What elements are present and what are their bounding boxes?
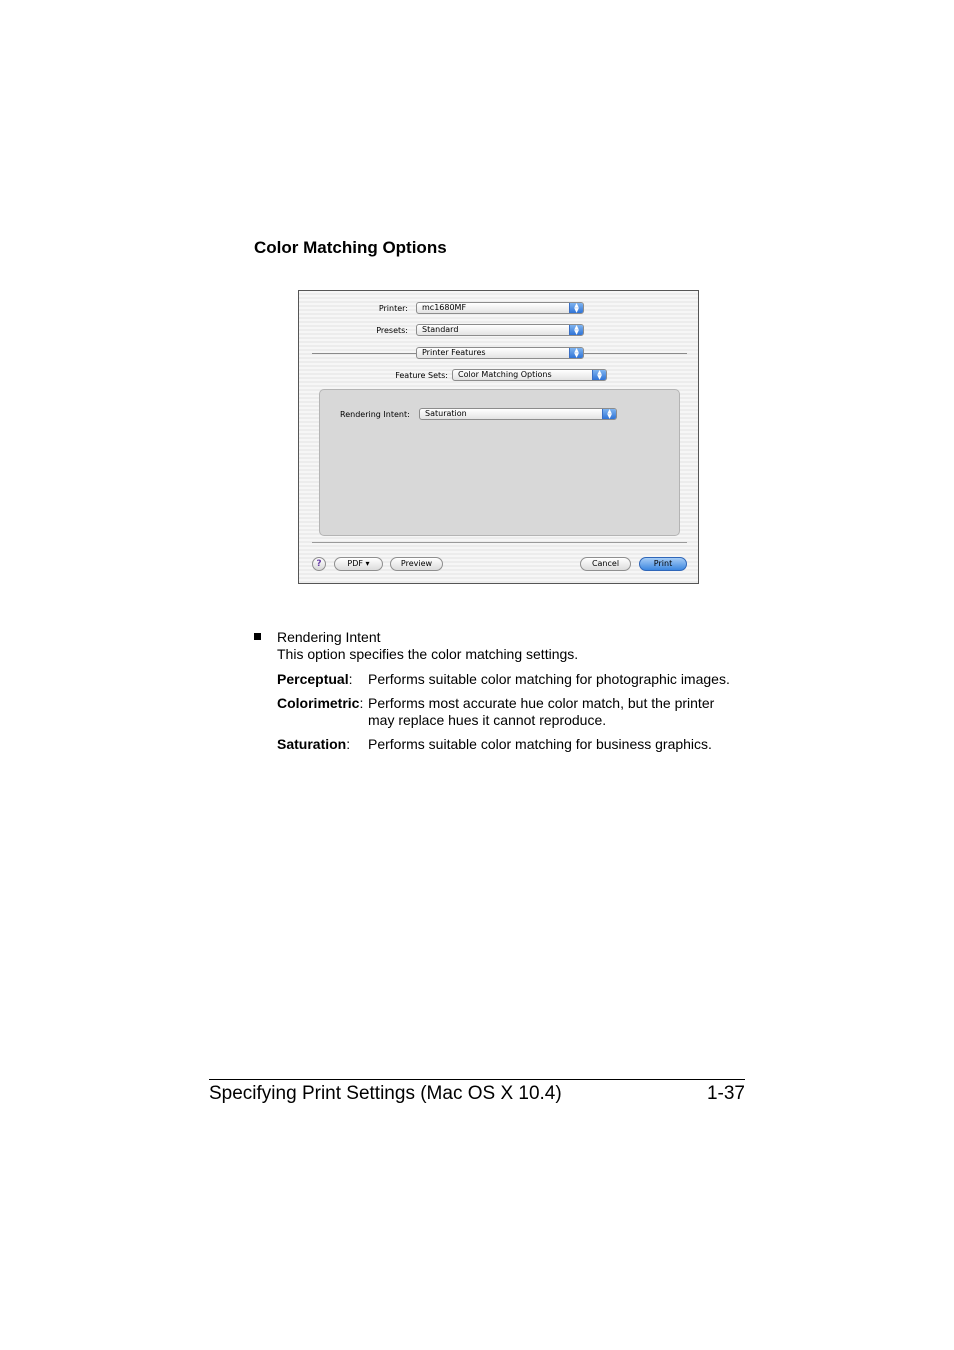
help-button[interactable]: ?: [312, 557, 326, 571]
popup-arrows-icon: ▲ ▼: [569, 303, 583, 313]
options-panel: [319, 389, 680, 536]
separator: [312, 353, 416, 354]
print-button[interactable]: Print: [639, 557, 687, 571]
feature-sets-label: Feature Sets:: [395, 371, 448, 380]
bullet-title: Rendering Intent: [277, 629, 381, 645]
panel-selector-popup[interactable]: [416, 347, 584, 359]
option-sep: :: [359, 695, 364, 711]
option-term: Colorimetric: [277, 695, 360, 711]
option-sep: :: [346, 736, 351, 752]
rendering-intent-popup[interactable]: [419, 408, 617, 420]
option-term-row: [277, 671, 352, 688]
feature-sets-popup[interactable]: [452, 369, 607, 381]
section-heading: Color Matching Options: [254, 238, 447, 257]
option-term: Perceptual: [277, 671, 349, 687]
rendering-intent-label: Rendering Intent:: [340, 410, 410, 419]
print-dialog-screenshot: [298, 290, 699, 584]
pdf-button[interactable]: PDF ▾: [334, 557, 383, 571]
separator: [584, 353, 687, 354]
panel-selector-value: Printer Features: [422, 348, 486, 357]
option-term-row: [277, 736, 350, 753]
page-number: 1-37: [706, 1083, 745, 1104]
preview-button[interactable]: Preview: [390, 557, 443, 571]
feature-sets-value: Color Matching Options: [458, 370, 552, 379]
square-bullet-icon: [254, 633, 261, 640]
option-term-row: [277, 695, 363, 712]
rendering-intent-value: Saturation: [425, 409, 467, 418]
option-desc-continued: may replace hues it cannot reproduce.: [368, 712, 607, 728]
popup-arrows-icon: ▲ ▼: [569, 325, 583, 335]
separator: [312, 542, 687, 543]
option-sep: :: [348, 671, 353, 687]
bullet-description: This option specifies the color matching settings.: [277, 646, 579, 662]
footer-title: Specifying Print Settings (Mac OS X 10.4): [209, 1083, 562, 1104]
presets-value: Standard: [422, 325, 459, 334]
option-desc: Performs suitable color matching for photographic images.: [368, 671, 730, 687]
popup-arrows-icon: ▲ ▼: [569, 348, 583, 358]
printer-value: mc1680MF: [422, 303, 467, 312]
cancel-button[interactable]: Cancel: [580, 557, 631, 571]
option-term: Saturation: [277, 736, 347, 752]
presets-popup[interactable]: [416, 324, 584, 336]
presets-label: Presets:: [376, 326, 408, 335]
popup-arrows-icon: ▲ ▼: [592, 370, 606, 380]
footer-rule: [209, 1079, 745, 1080]
popup-arrows-icon: ▲ ▼: [602, 409, 616, 419]
option-desc: Performs suitable color matching for business graphics.: [368, 736, 712, 752]
printer-label: Printer:: [378, 304, 408, 313]
option-desc: Performs most accurate hue color match, but the printer: [368, 695, 715, 711]
printer-popup[interactable]: [416, 302, 584, 314]
